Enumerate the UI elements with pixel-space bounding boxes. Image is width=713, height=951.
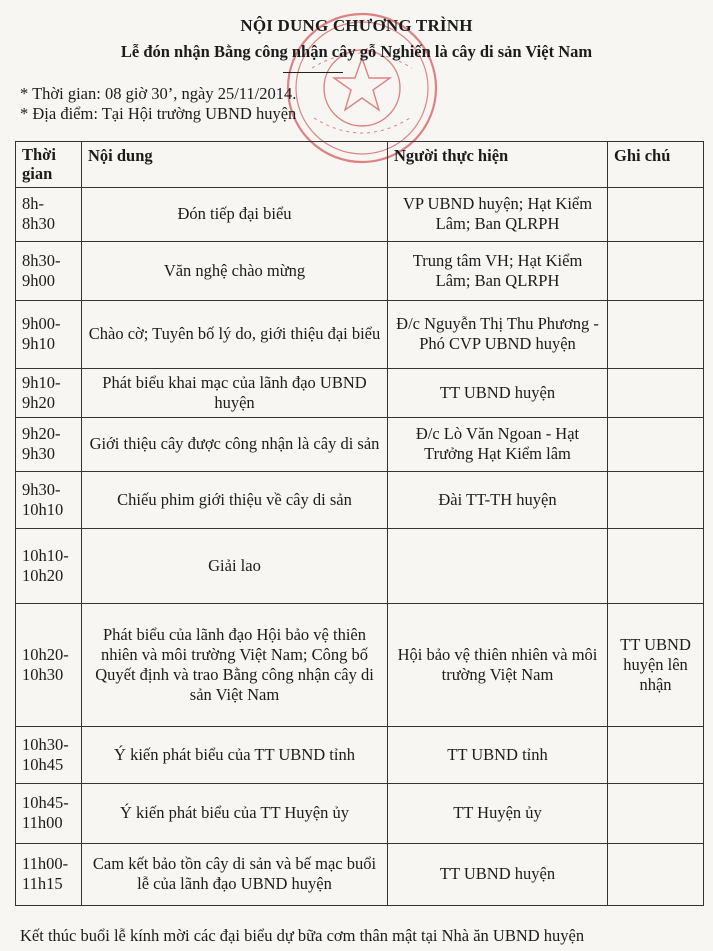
row-responsible: Đ/c Nguyễn Thị Thu Phương - Phó CVP UBND huyện [388,300,608,368]
row-time: 9h30- 10h10 [16,471,82,528]
row-responsible: VP UBND huyện; Hạt Kiểm Lâm; Ban QLRPH [388,187,608,241]
program-subtitle: Lễ đón nhận Bằng công nhận cây gỗ Nghiến là cây di sản Việt Nam [120,42,593,61]
row-responsible: Đài TT-TH huyện [388,471,608,528]
row-time: 10h45- 11h00 [16,783,82,843]
row-responsible [388,528,608,603]
row-content: Chào cờ; Tuyên bố lý do, giới thiệu đại biểu [82,300,388,368]
row-responsible: TT UBND huyện [388,368,608,417]
row-time: 10h10- 10h20 [16,528,82,603]
row-note [608,368,704,417]
row-time: 9h10- 9h20 [16,368,82,417]
row-content: Cam kết bảo tồn cây di sản và bế mạc buổi lễ của lãnh đạo UBND huyện [82,843,388,905]
closing-note: Kết thúc buổi lễ kính mời các đại biểu dự bữa cơm thân mật tại Nhà ăn UBND huyện [20,926,585,945]
row-responsible: TT Huyện ủy [388,783,608,843]
table-row [16,300,704,368]
row-responsible: Trung tâm VH; Hạt Kiểm Lâm; Ban QLRPH [388,241,608,300]
row-note [608,528,704,603]
row-responsible: TT UBND huyện [388,843,608,905]
row-content: Giải lao [82,528,388,603]
table-row [16,783,704,843]
row-note [608,471,704,528]
row-note [608,187,704,241]
row-note [608,417,704,471]
row-note [608,726,704,783]
column-header-content: Nội dung [82,142,388,188]
table-row [16,187,704,241]
row-note [608,300,704,368]
program-title: NỘI DUNG CHƯƠNG TRÌNH [240,16,473,35]
row-time: 11h00- 11h15 [16,843,82,905]
table-row [16,471,704,528]
column-header-note: Ghi chú [608,142,704,188]
row-note [608,783,704,843]
row-time: 8h- 8h30 [16,187,82,241]
table-row [16,417,704,471]
row-content: Giới thiệu cây được công nhận là cây di sản [82,417,388,471]
event-time: * Thời gian: 08 giờ 30’, ngày 25/11/2014. [20,84,297,103]
table-row [16,726,704,783]
row-time: 8h30- 9h00 [16,241,82,300]
schedule-table [15,141,704,906]
row-content: Đón tiếp đại biểu [82,187,388,241]
row-responsible: Đ/c Lò Văn Ngoan - Hạt Trưởng Hạt Kiểm lâm [388,417,608,471]
row-time: 9h00- 9h10 [16,300,82,368]
row-content: Ý kiến phát biểu của TT Huyện ủy [82,783,388,843]
row-time: 9h20- 9h30 [16,417,82,471]
title-underline [283,72,343,73]
row-content: Chiếu phim giới thiệu về cây di sản [82,471,388,528]
row-content: Văn nghệ chào mừng [82,241,388,300]
row-note: TT UBND huyện lên nhận [608,603,704,726]
table-row [16,241,704,300]
table-row [16,603,704,726]
row-responsible: TT UBND tỉnh [388,726,608,783]
row-note [608,241,704,300]
row-note [608,843,704,905]
event-location: * Địa điểm: Tại Hội trường UBND huyện [20,104,297,123]
table-row [16,368,704,417]
column-header-responsible: Người thực hiện [388,142,608,188]
table-row [16,528,704,603]
column-header-time: Thời gian [16,142,82,188]
row-content: Phát biểu của lãnh đạo Hội bảo vệ thiên nhiên và môi trường Việt Nam; Công bố Quyết định và trao Bằng công nhận cây di sản Việt Nam [82,603,388,726]
row-content: Ý kiến phát biểu của TT UBND tỉnh [82,726,388,783]
row-responsible: Hội bảo vệ thiên nhiên và môi trường Việt Nam [388,603,608,726]
row-time: 10h30- 10h45 [16,726,82,783]
row-content: Phát biểu khai mạc của lãnh đạo UBND huyện [82,368,388,417]
table-row [16,843,704,905]
row-time: 10h20- 10h30 [16,603,82,726]
table-header-row [16,142,704,188]
